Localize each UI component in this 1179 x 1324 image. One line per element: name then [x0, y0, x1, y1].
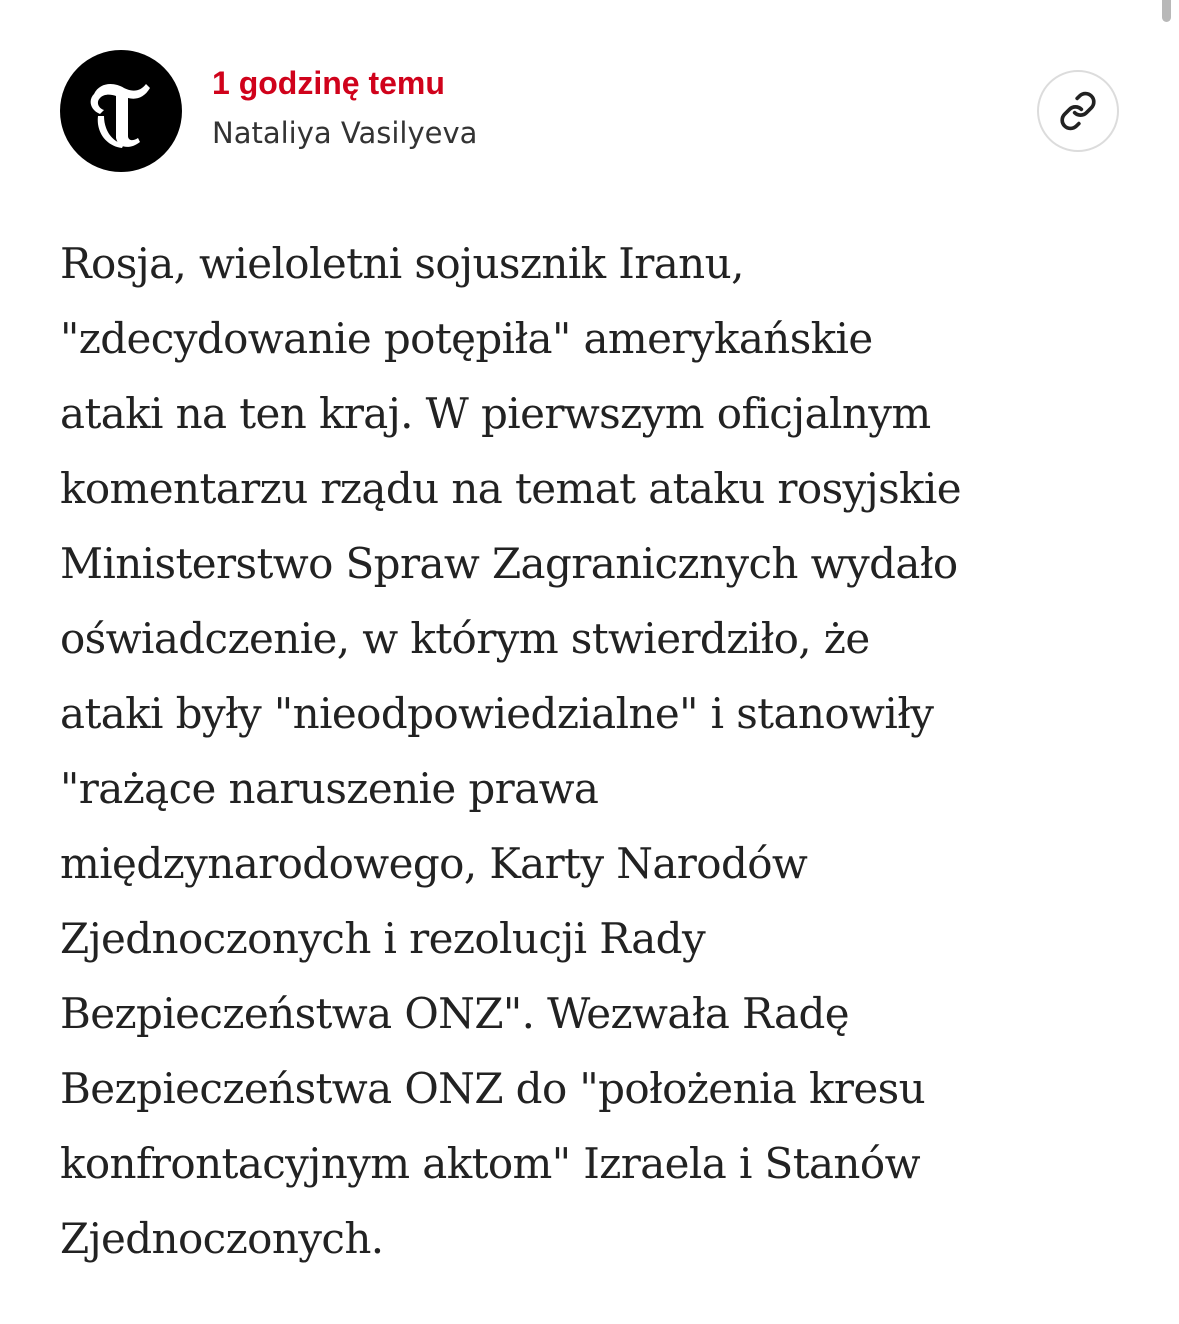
post-meta — [212, 64, 477, 152]
nyt-t-logo-icon — [60, 50, 182, 172]
post-author[interactable]: Nataliya Vasilyeva — [212, 116, 478, 150]
link-icon — [1058, 91, 1098, 131]
scrollbar-thumb[interactable] — [1162, 0, 1171, 22]
post-timestamp: 1 godzinę temu — [212, 65, 445, 101]
copy-link-button[interactable] — [1037, 70, 1119, 152]
post-header — [60, 50, 1119, 172]
post-body: Rosja, wieloletni sojusznik Iranu, "zdecydowanie potępiła" amerykańskie ataki na ten kraj. W pierwszym oficjalnym komentarzu rządu na temat ataku rosyjskie Ministerstwo Spraw Zagranicznych wydało oświadczenie, w którym stwierdziło, że ataki były "nieodpowiedzialne" i stanowiły "rażące naruszenie prawa międzynarodowego, Karty Narodów Zjednoczonych i rezolucji Rady Bezpieczeństwa ONZ". Wezwała Radę Bezpieczeństwa ONZ do "położenia kresu konfrontacyjnym aktom" Izraela i Stanów Zjednoczonych. — [60, 239, 961, 1263]
